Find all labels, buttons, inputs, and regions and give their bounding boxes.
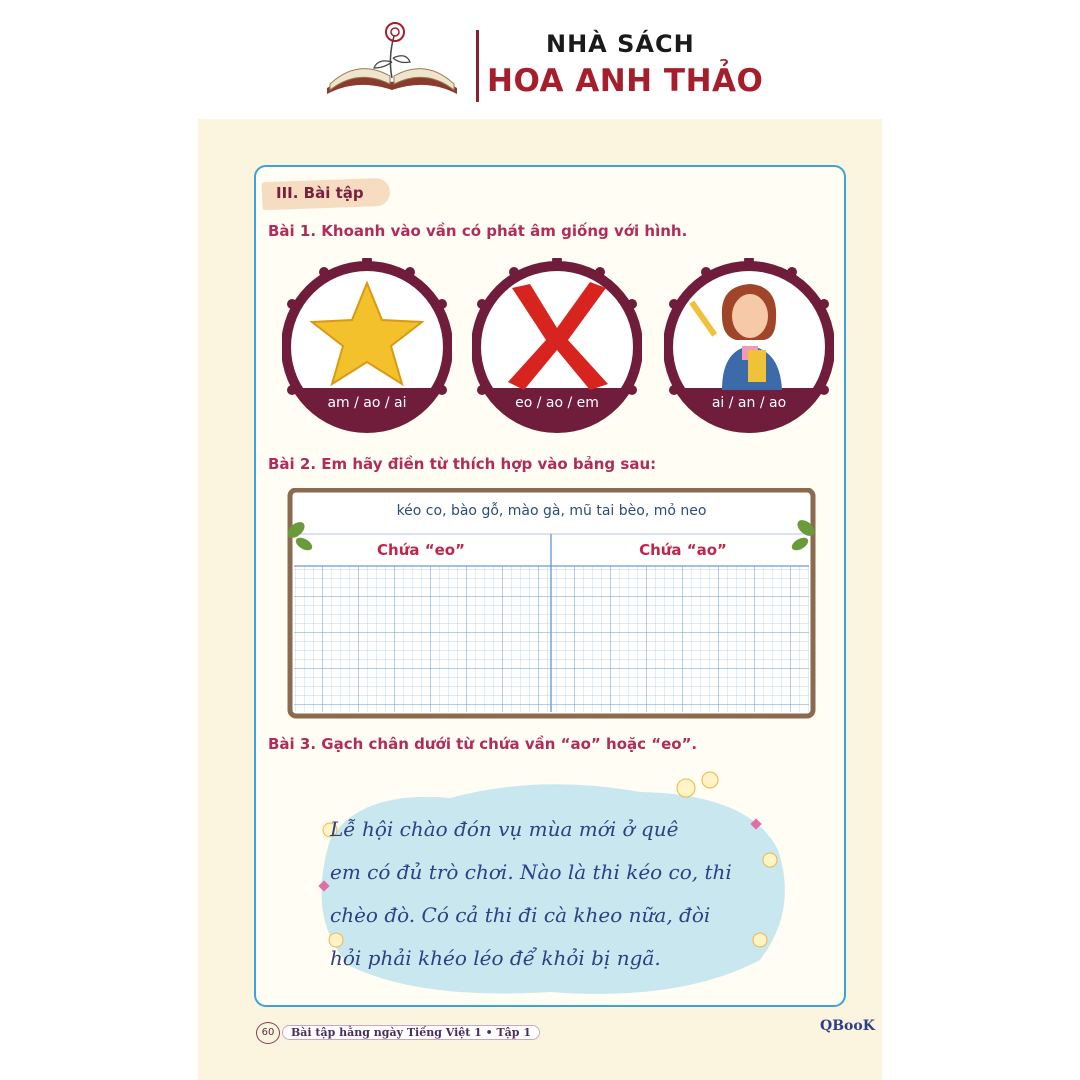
- brand-divider: [476, 30, 479, 102]
- passage-line: chèo đò. Có cả thi đi cà kheo nữa, đòi: [330, 903, 711, 927]
- book-title: Bài tập hằng ngày Tiếng Việt 1 • Tập 1: [282, 1025, 540, 1040]
- word-bank: kéo co, bào gỗ, mào gà, mũ tai bèo, mỏ neo: [396, 503, 707, 519]
- exercise2-title: Bài 2. Em hãy điền từ thích hợp vào bảng sau:: [268, 455, 657, 473]
- reading-passage: [330, 808, 770, 980]
- section-title: III. Bài tập: [276, 184, 364, 202]
- brand-name-line2: HOA ANH THẢO: [487, 63, 764, 99]
- exercise3-title: Bài 3. Gạch chân dưới từ chứa vần “ao” hoặc “eo”.: [268, 735, 698, 753]
- rhyme-options[interactable]: eo / ao / em: [515, 395, 599, 411]
- brand-name-line1: NHÀ SÁCH: [546, 30, 695, 58]
- passage-line: hỏi phải khéo léo để khỏi bị ngã.: [330, 946, 661, 970]
- picture-badge-star: [282, 258, 452, 436]
- brand-header: [0, 0, 1080, 112]
- passage-line: em có đủ trò chơi. Nào là thi kéo co, thi: [330, 860, 732, 884]
- section-tag: [262, 180, 390, 208]
- picture-badge-cross: [472, 258, 642, 436]
- fill-in-table: [286, 488, 817, 720]
- rhyme-options[interactable]: ai / an / ao: [711, 395, 787, 411]
- page-number: 60: [256, 1022, 280, 1044]
- column-header-ao: Chứa “ao”: [639, 541, 727, 559]
- picture-badge-teacher: [664, 258, 834, 436]
- passage-line: Lễ hội chào đón vụ mùa mới ở quê: [330, 817, 679, 841]
- rhyme-options[interactable]: am / ao / ai: [327, 395, 407, 411]
- publisher-logo: QBooK: [820, 1018, 875, 1034]
- column-header-eo: Chứa “eo”: [377, 541, 465, 559]
- exercise1-title: Bài 1. Khoanh vào vần có phát âm giống với hình.: [268, 222, 688, 240]
- open-book-flower-icon: [322, 18, 462, 100]
